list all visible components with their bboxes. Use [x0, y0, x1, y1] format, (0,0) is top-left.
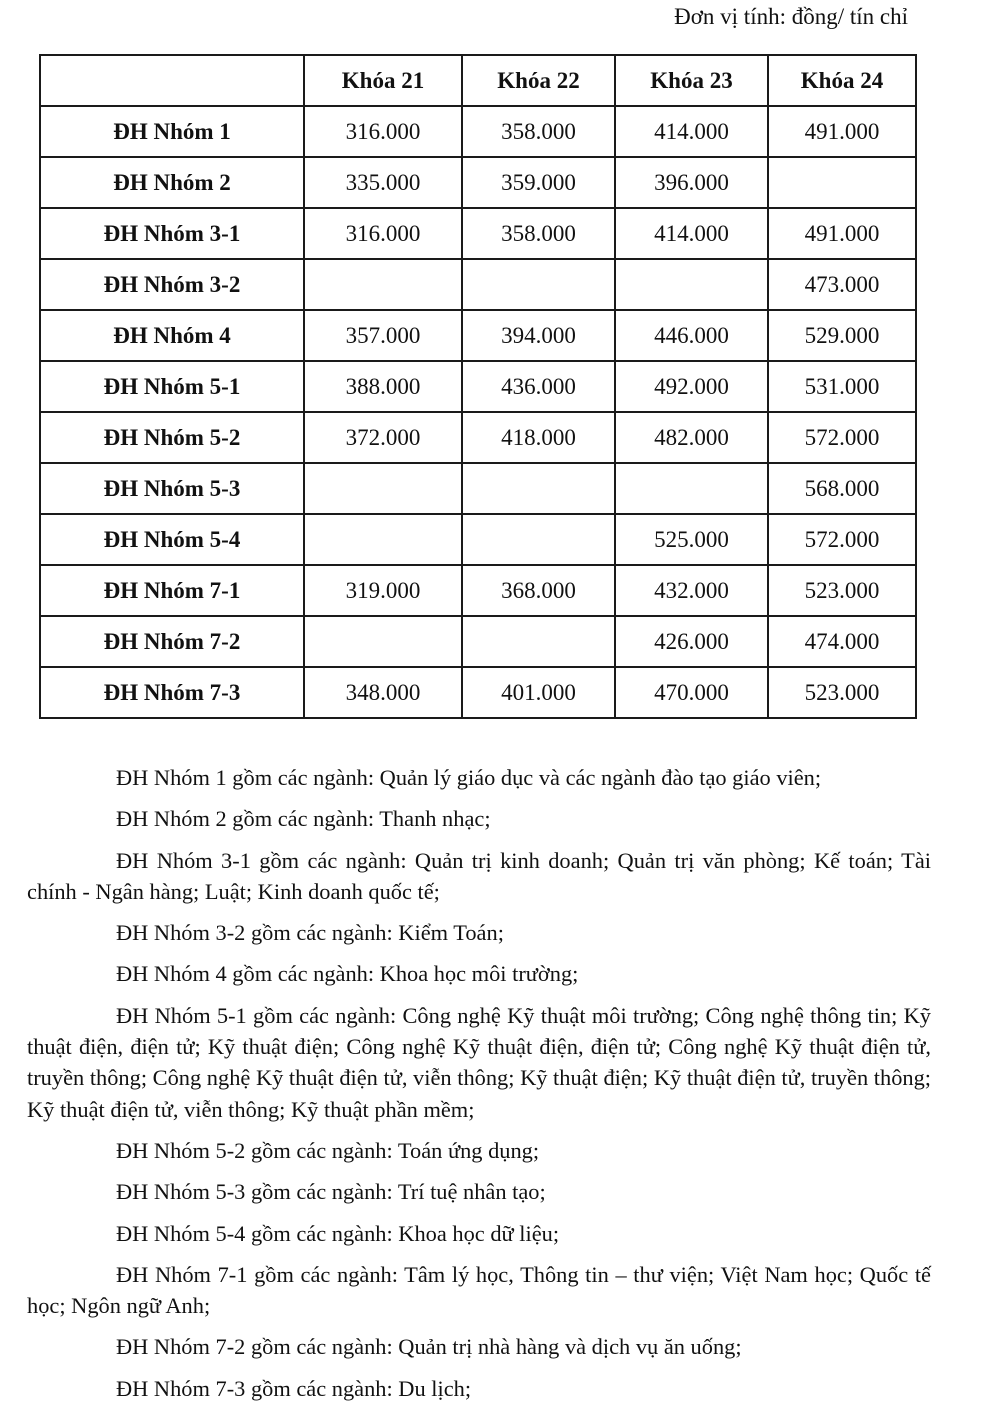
table-row — [40, 208, 916, 259]
fee-cell — [462, 514, 615, 565]
column-header: Khóa 22 — [462, 55, 615, 106]
fee-cell — [304, 514, 462, 565]
group-name-cell: ĐH Nhóm 7-2 — [40, 616, 304, 667]
table-row — [40, 361, 916, 412]
group-name-cell: ĐH Nhóm 3-1 — [40, 208, 304, 259]
column-header: Khóa 21 — [304, 55, 462, 106]
group-description: ĐH Nhóm 3-1 gồm các ngành: Quản trị kinh doanh; Quản trị văn phòng; Kế toán; Tài chính - Ngân hàng; Luật; Kinh doanh quốc tế; — [27, 847, 931, 904]
fee-cell: 470.000 — [615, 667, 768, 718]
group-name-cell: ĐH Nhóm 1 — [40, 106, 304, 157]
group-description: ĐH Nhóm 3-2 gồm các ngành: Kiểm Toán; — [116, 920, 504, 946]
group-description: ĐH Nhóm 5-2 gồm các ngành: Toán ứng dụng; — [116, 1137, 540, 1163]
fee-cell: 529.000 — [768, 310, 916, 361]
table-row — [40, 514, 916, 565]
fee-cell: 358.000 — [462, 208, 615, 259]
fee-cell: 418.000 — [462, 412, 615, 463]
fee-cell: 525.000 — [615, 514, 768, 565]
fee-cell — [462, 463, 615, 514]
fee-cell: 401.000 — [462, 667, 615, 718]
group-name-cell: ĐH Nhóm 5-2 — [40, 412, 304, 463]
fee-cell: 572.000 — [768, 412, 916, 463]
unit-label: Đơn vị tính: đồng/ tín chỉ — [674, 4, 908, 29]
fee-cell: 319.000 — [304, 565, 462, 616]
fee-cell: 474.000 — [768, 616, 916, 667]
group-name-cell: ĐH Nhóm 4 — [40, 310, 304, 361]
table-row — [40, 157, 916, 208]
group-description-list — [27, 762, 931, 1414]
fee-cell: 491.000 — [768, 106, 916, 157]
table-row — [40, 412, 916, 463]
group-name-cell: ĐH Nhóm 5-3 — [40, 463, 304, 514]
fee-cell: 388.000 — [304, 361, 462, 412]
table-header-row — [40, 55, 916, 106]
fee-cell: 523.000 — [768, 565, 916, 616]
group-description: ĐH Nhóm 7-2 gồm các ngành: Quản trị nhà hàng và dịch vụ ăn uống; — [116, 1334, 742, 1360]
column-header: Khóa 24 — [768, 55, 916, 106]
fee-cell: 531.000 — [768, 361, 916, 412]
table-row — [40, 310, 916, 361]
group-name-cell: ĐH Nhóm 3-2 — [40, 259, 304, 310]
fee-cell: 491.000 — [768, 208, 916, 259]
fee-cell: 426.000 — [615, 616, 768, 667]
fee-cell: 572.000 — [768, 514, 916, 565]
fee-cell — [462, 616, 615, 667]
fee-cell: 432.000 — [615, 565, 768, 616]
column-header: Khóa 23 — [615, 55, 768, 106]
fee-cell: 436.000 — [462, 361, 615, 412]
fee-cell — [304, 463, 462, 514]
table-row — [40, 463, 916, 514]
fee-cell: 372.000 — [304, 412, 462, 463]
group-description: ĐH Nhóm 5-3 gồm các ngành: Trí tuệ nhân tạo; — [116, 1179, 546, 1205]
table-row — [40, 106, 916, 157]
group-description: ĐH Nhóm 5-1 gồm các ngành: Công nghệ Kỹ thuật môi trường; Công nghệ thông tin; Kỹ thuật điện, điện tử; Kỹ thuật điện; Công nghệ Kỹ thuật điện, điện tử; Công nghệ Kỹ thuật điện tử, truyền thông; Công nghệ Kỹ thuật điện tử, viễn thông; Kỹ thuật điện; Kỹ thuật điện tử, truyền thông; Kỹ thuật điện tử, viễn thông; Kỹ thuật phần mềm; — [27, 1002, 931, 1122]
group-description: ĐH Nhóm 4 gồm các ngành: Khoa học môi trường; — [116, 961, 579, 987]
fee-cell: 394.000 — [462, 310, 615, 361]
fee-cell: 316.000 — [304, 106, 462, 157]
fee-cell: 414.000 — [615, 106, 768, 157]
fee-cell: 368.000 — [462, 565, 615, 616]
table-row — [40, 259, 916, 310]
group-description: ĐH Nhóm 7-1 gồm các ngành: Tâm lý học, Thông tin – thư viện; Việt Nam học; Quốc tế học; Ngôn ngữ Anh; — [27, 1261, 931, 1319]
fee-cell: 568.000 — [768, 463, 916, 514]
fee-cell: 316.000 — [304, 208, 462, 259]
fee-cell: 396.000 — [615, 157, 768, 208]
table-row — [40, 667, 916, 718]
fee-cell: 358.000 — [462, 106, 615, 157]
fee-cell — [615, 259, 768, 310]
group-description: ĐH Nhóm 1 gồm các ngành: Quản lý giáo dục và các ngành đào tạo giáo viên; — [116, 765, 822, 790]
group-name-cell: ĐH Nhóm 2 — [40, 157, 304, 208]
fee-cell: 414.000 — [615, 208, 768, 259]
fee-cell — [304, 616, 462, 667]
fee-cell: 482.000 — [615, 412, 768, 463]
table-row — [40, 565, 916, 616]
tuition-fee-table — [39, 54, 917, 719]
fee-cell: 335.000 — [304, 157, 462, 208]
fee-cell: 492.000 — [615, 361, 768, 412]
table-corner-cell — [40, 55, 304, 106]
fee-cell — [615, 463, 768, 514]
group-description: ĐH Nhóm 2 gồm các ngành: Thanh nhạc; — [116, 806, 491, 832]
group-name-cell: ĐH Nhóm 5-4 — [40, 514, 304, 565]
fee-cell: 357.000 — [304, 310, 462, 361]
fee-cell: 348.000 — [304, 667, 462, 718]
group-description: ĐH Nhóm 5-4 gồm các ngành: Khoa học dữ liệu; — [116, 1220, 560, 1246]
fee-cell: 523.000 — [768, 667, 916, 718]
group-name-cell: ĐH Nhóm 7-3 — [40, 667, 304, 718]
group-name-cell: ĐH Nhóm 7-1 — [40, 565, 304, 616]
table-row — [40, 616, 916, 667]
fee-cell: 446.000 — [615, 310, 768, 361]
fee-cell — [768, 157, 916, 208]
fee-cell: 359.000 — [462, 157, 615, 208]
fee-cell: 473.000 — [768, 259, 916, 310]
fee-cell — [462, 259, 615, 310]
group-name-cell: ĐH Nhóm 5-1 — [40, 361, 304, 412]
fee-cell — [304, 259, 462, 310]
group-description: ĐH Nhóm 7-3 gồm các ngành: Du lịch; — [116, 1375, 472, 1401]
